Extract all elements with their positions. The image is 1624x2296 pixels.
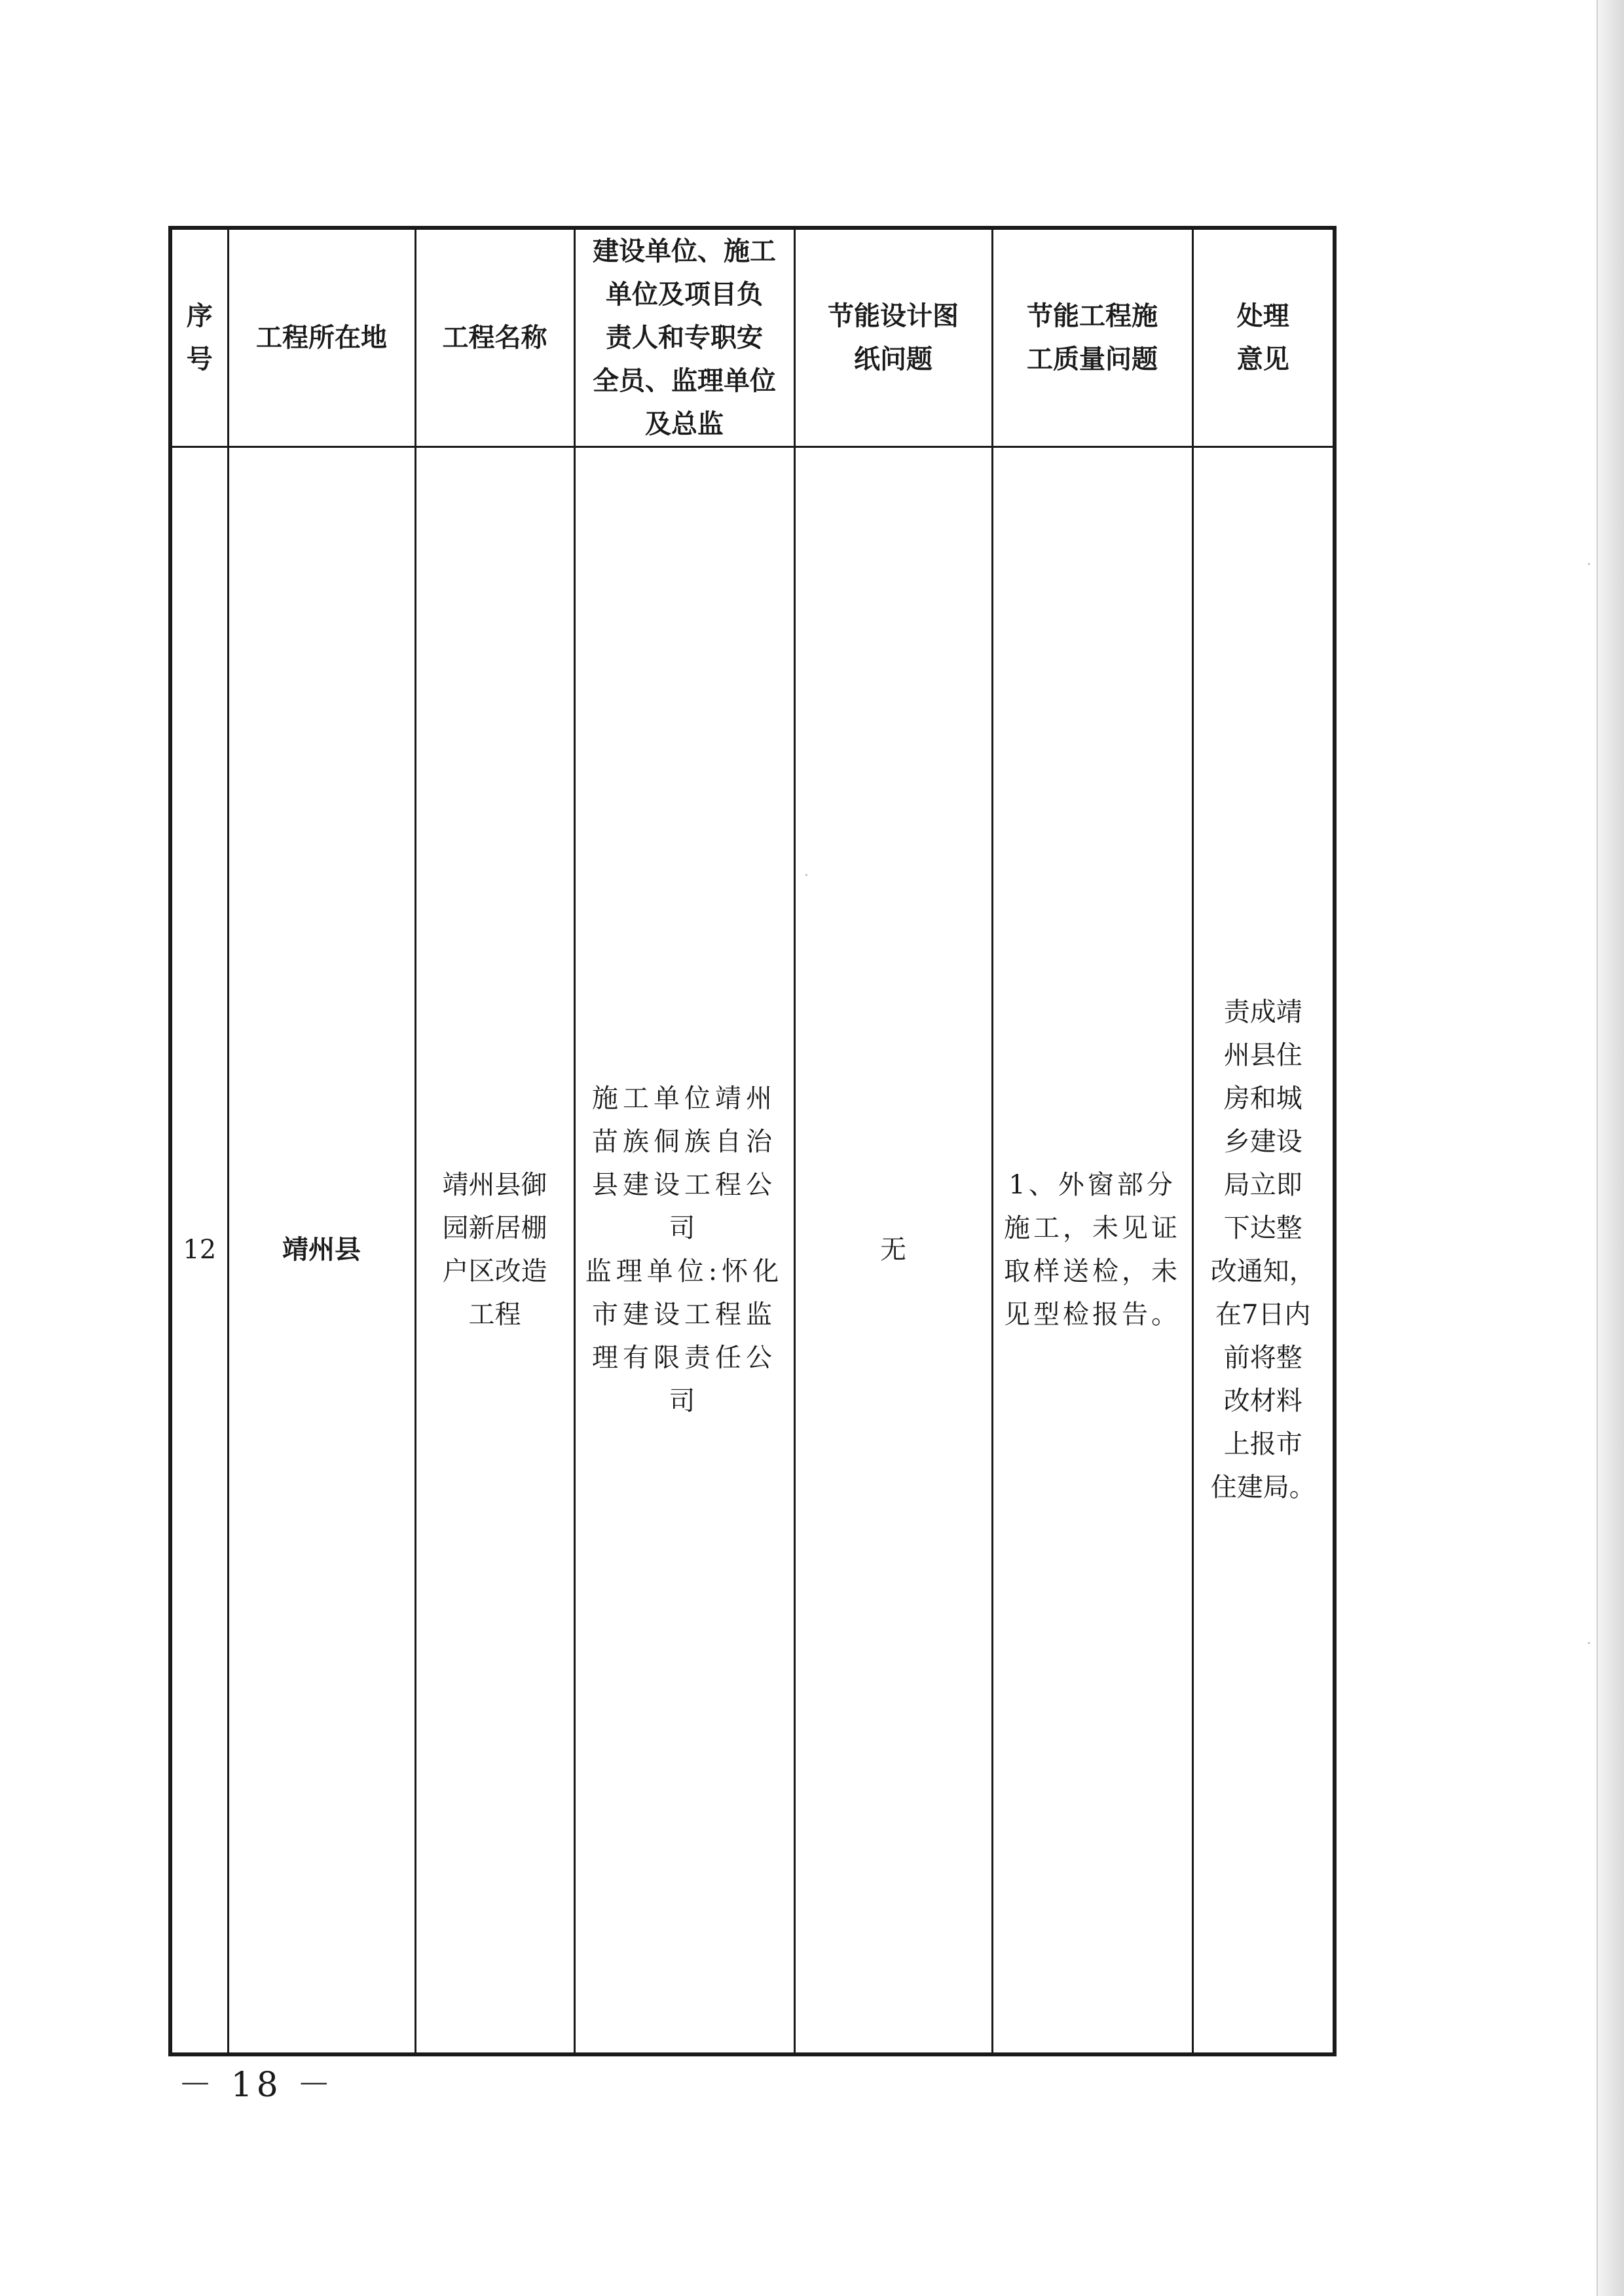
cell-location: 靖州县 [228,447,415,2054]
header-design-issues: 节能设计图 纸问题 [794,228,992,447]
scan-speck [1588,1642,1590,1644]
header-location: 工程所在地 [228,228,415,447]
table-header-row [170,228,1335,447]
page-edge-shadow [1596,0,1624,2296]
cell-seq: 12 [170,447,228,2054]
inspection-table [168,226,1337,2056]
header-opinion: 处理 意见 [1192,228,1335,447]
header-quality-issues: 节能工程施 工质量问题 [992,228,1192,447]
table-row [170,447,1335,2054]
cell-project-name: 靖州县御 园新居棚 户区改造 工程 [415,447,574,2054]
header-units: 建设单位、施工 单位及项目负 责人和专职安 全员、监理单位 及总监 [574,228,794,447]
cell-quality-issues: 1、外窗部分 施工，未见证 取样送检，未 见型检报告。 [992,447,1192,2054]
cell-design-issues: 无 [794,447,992,2054]
scan-speck [1588,563,1590,565]
header-seq [170,228,228,447]
header-project-name: 工程名称 [415,228,574,447]
header-seq-char-2: 号 [186,344,213,374]
cell-units: 施工单位靖州 苗族侗族自治 县建设工程公 司 监理单位:怀化 市建设工程监 理有限责任公 司 [574,447,794,2054]
cell-opinion: 责成靖 州县住 房和城 乡建设 局立即 下达整 改通知， 在7日内 前将整 改材料 上报市 住建局。 [1192,447,1335,2054]
header-seq-char-1: 序 [186,301,213,331]
page-number: － 18 － [178,2066,335,2105]
